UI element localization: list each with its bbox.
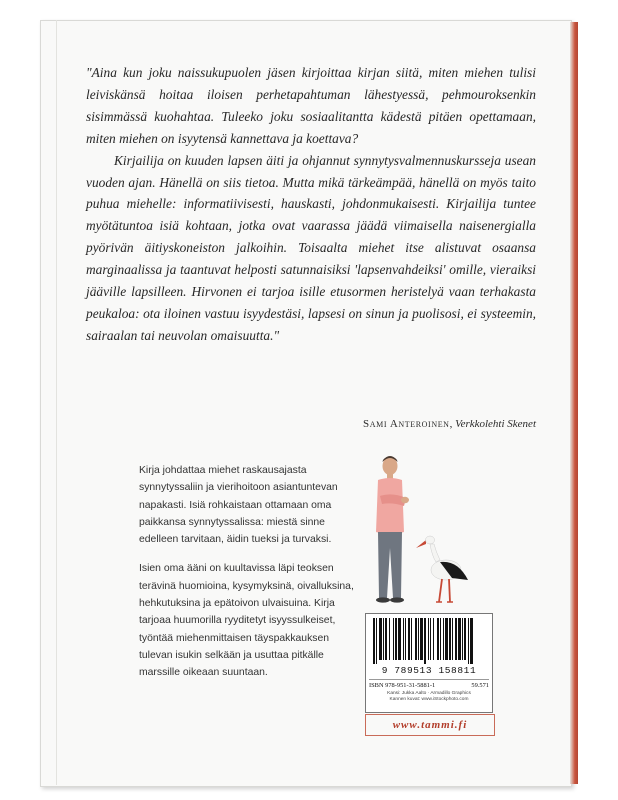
barcode-bar [373,618,375,664]
quote-source: Verkkolehti Skenet [455,418,536,430]
barcode-bar [385,618,387,660]
book-blurb [139,462,355,694]
credit-cover: Kansi: Jukka Aalto · Armadillo Graphics [387,691,471,696]
barcode-bar [415,618,417,660]
barcode-bar [398,618,401,660]
barcode-bar [393,618,394,660]
isbn-row [369,679,489,689]
barcode-number: 9 789513 158811 [381,665,477,676]
stork-figure [416,536,468,602]
barcode-bar [424,618,426,664]
barcode-bar [376,618,377,664]
barcode-bar [437,618,439,660]
man-and-stork-illustration [356,452,476,610]
credit-photos: Kannen kuvat: www.iStockphoto.com [389,697,469,702]
barcode-bar [411,618,412,660]
blurb-paragraph-2: Isien oma ääni on kuultavissa läpi teoksen terävinä huomioina, kysymyksinä, oivalluksina, hehkutuksina ja epätoivon ulvaisuina. Kirja tarjoaa huumorilla ryyditetyt isyyssulkeiset, työntää miehenmittaisen täyspakkauksen tulevan isukin selkään ja usuttaa pitkälle marssille oikeaan suuntaan. [139,563,354,679]
price-code: 59.571 [471,682,489,689]
barcode-bar [455,618,457,660]
barcode-bar [470,618,473,664]
blurb-paragraph-1: Kirja johdattaa miehet raskausajasta synnytyssaliin ja vierihoitoon asiantuntevan napakasti. Isiä rohkaistaan ottamaan oma paikkansa synnytyssalissa: miestä sinne edelleen tarvitaan, äidin tueksi ja turvaksi. [139,465,338,546]
man-figure [376,456,409,603]
barcode-bar [458,618,461,660]
barcode-bar [462,618,463,660]
quote-attribution: Sami Anteroinen, Verkkolehti Skenet [363,418,536,430]
barcode-bar [452,618,453,660]
barcode-bar [449,618,451,660]
quote-paragraph-1: "Aina kun joku naissukupuolen jäsen kirjoittaa kirjan siitä, miten miehen tulisi leiviskänsä hoitaa iloisen perhetapahtuman lähestyessä, pehmouroksenkin sisimmässä kuohahtaa. Tuleeko joku sosiaalitantta kädestä pitäen opettamaan, miten miehen on isyytensä kannettava ja koettava? [86,65,536,146]
cover-credits [369,691,489,703]
barcode-bar [428,618,429,660]
barcode-bar [408,618,410,660]
barcode-bar [464,618,466,660]
barcode-bar [389,618,390,660]
quote-author: Sami Anteroinen [363,418,450,430]
quote-paragraph-2: Kirjailija on kuuden lapsen äiti ja ohjannut synnytysvalmennuskursseja usean vuoden ajan. Hänellä on siis tietoa. Mutta mikä tärkeämpää, hänellä on myös taito puhua miehelle: informatiivisesti, hauskasti, johdonmukaisesti. Kirjailija tuntee myötätuntoa isiä kohtaan, jotka ovat vaarassa jäädä viimaisella naisenergialla pyörivän äitiyskoneiston jalkoihin. Toisaalta miehet itse alistuvat osaansa marginaalissa ja taantuvat helposti satunnaisiksi 'lapsenvahdeiksi' omille, vieraiksi jääville lapsilleen. Hirvonen ei tarjoa isille etusormen heristelyä vaan terhakasta peukaloa: ota iloinen vastuu isyydestäsi, lapsesi on sinun ja puolisosi, ei systeemin, sairaalan tai neuvolan omaisuutta." [86,152,536,343]
barcode-bar [443,618,444,660]
barcode-bar [420,618,423,660]
barcode-bar [403,618,404,660]
review-quote [86,62,536,347]
isbn-number: ISBN 978-951-31-5881-1 [369,682,436,689]
spine-edge [570,22,578,784]
barcode-bar [433,618,434,660]
barcode-bar [418,618,419,660]
barcode-bar [383,618,384,660]
barcode-bar [379,618,382,660]
barcode-panel [365,613,493,713]
barcode-bar [468,618,469,664]
cover-hinge [56,20,57,785]
barcode-bar [430,618,431,660]
barcode-bar [440,618,441,660]
barcode-bar [405,618,406,660]
barcode-bars [370,618,488,664]
barcode-bar [445,618,448,660]
barcode-bar [395,618,397,660]
publisher-url[interactable]: www.tammi.fi [365,714,495,736]
